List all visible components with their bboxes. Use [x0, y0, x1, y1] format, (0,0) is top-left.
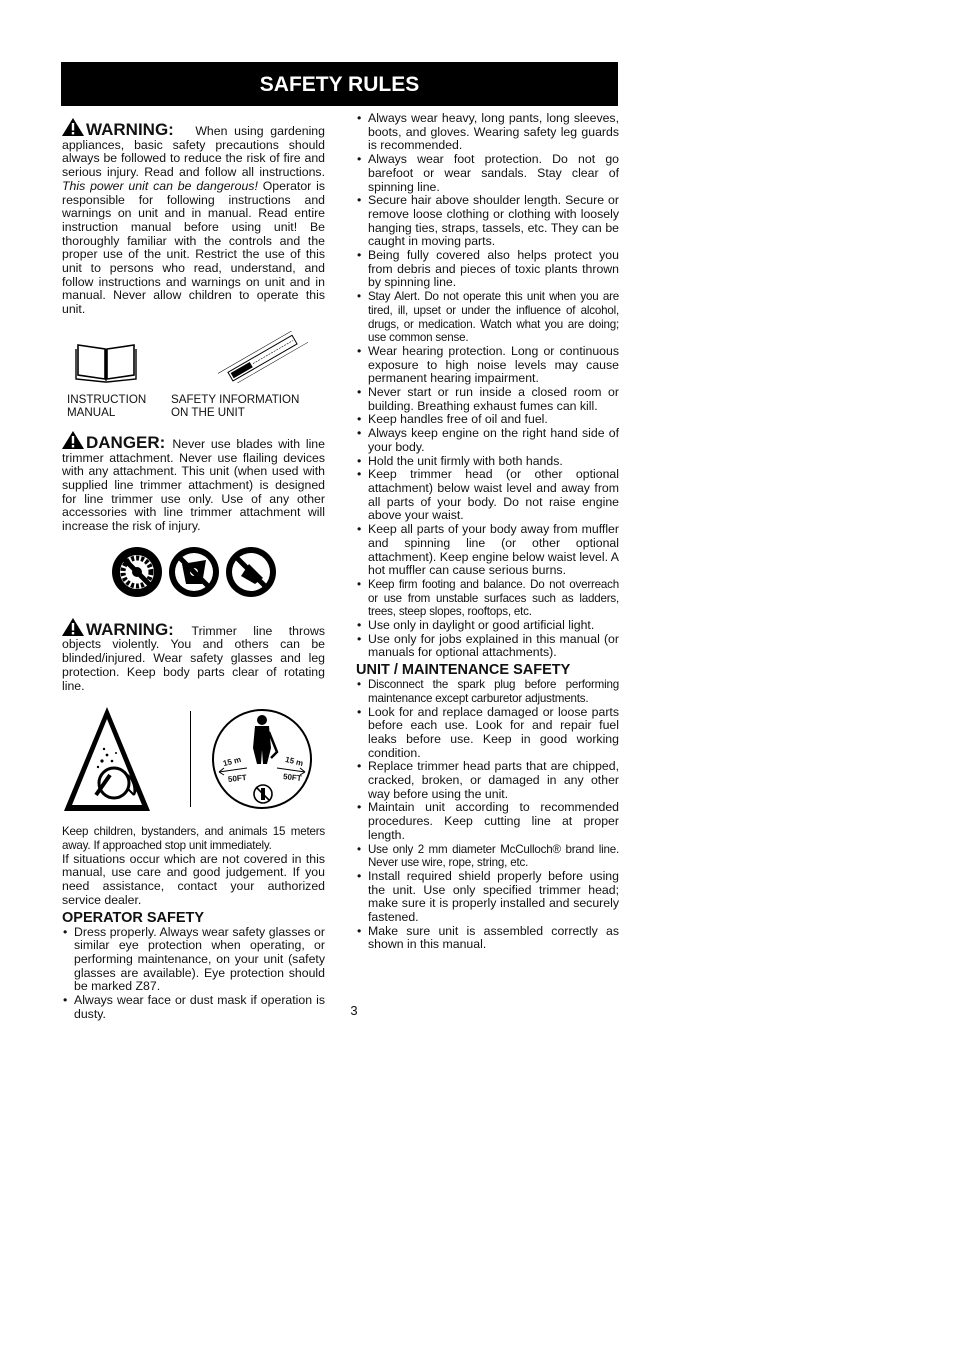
list-item: • Stay Alert. Do not operate this unit when you are tired, ill, upset or under the influence of alcohol, drugs, or medication. Watch what you are doing; use common sense.	[356, 290, 619, 345]
page-number: 3	[350, 1003, 358, 1018]
distance-label-left-feet: 50FT	[227, 773, 248, 785]
bystanders-text: Keep children, bystanders, and animals 15 meters away. If approached stop unit immediately.	[62, 825, 325, 852]
thrown-objects-hazard-icon	[62, 705, 152, 813]
danger-label: DANGER:	[62, 433, 172, 452]
list-item: • Wear hearing protection. Long or continuous exposure to high noise levels may cause permanent hearing impairment.	[356, 345, 619, 386]
maintenance-safety-heading: UNIT / MAINTENANCE SAFETY	[356, 662, 571, 679]
no-brush-blade-icon	[168, 546, 220, 598]
list-item: • Always wear face or dust mask if operation is dusty.	[62, 994, 325, 1021]
illustration-divider	[190, 711, 191, 807]
list-item: • Install required shield properly before using the unit. Use only specified trimmer head; make sure it is properly installed and securely fastened.	[356, 870, 619, 925]
list-item: • Secure hair above shoulder length. Secure or remove loose clothing or clothing with loosely hanging ties, straps, tassels, etc. They can be caught in moving parts.	[356, 194, 619, 249]
safety-label-icon	[218, 331, 308, 383]
maintenance-safety-list	[356, 678, 619, 952]
caption-safety-information: SAFETY INFORMATION	[171, 392, 300, 406]
distance-label-left-metric: 15 m	[222, 755, 242, 769]
caption-instruction: INSTRUCTION	[67, 392, 147, 406]
operator-safety-list	[62, 926, 325, 1022]
list-item: • Keep trimmer head (or other optional attachment) below waist level and away from all parts of your body. Do not raise engine above your waist.	[356, 468, 619, 523]
list-item: • Dress properly. Always wear safety glasses or similar eye protection when operating, or performing maintenance, on your unit (safety glasses are available). Eye protection should be marked Z87.	[62, 926, 325, 995]
operator-safety-heading: OPERATOR SAFETY	[62, 909, 205, 926]
no-flail-icon	[225, 546, 277, 598]
list-item: • Look for and replace damaged or loose parts before each use. Look for and repair fuel leaks before use. Keep in good working condition.	[356, 706, 619, 761]
list-item: • Use only in daylight or good artificial light.	[356, 619, 619, 633]
list-item: • Keep firm footing and balance. Do not overreach or use from unstable surfaces such as ladders, trees, steep slopes, rooftops, etc.	[356, 578, 619, 619]
list-item: • Always wear heavy, long pants, long sleeves, boots, and gloves. Wearing safety leg guards is recommended.	[356, 112, 619, 153]
list-item: • Maintain unit according to recommended procedures. Keep cutting line at proper length.	[356, 801, 619, 842]
list-item: • Being fully covered also helps protect you from debris and pieces of toxic plants thrown by spinning line.	[356, 249, 619, 290]
list-item: • Disconnect the spark plug before performing maintenance except carburetor adjustments.	[356, 678, 619, 705]
warning-text-1a: When using gardening appliances, basic safety precautions should always be followed to reduce the risk of fire and serious injury. Read and follow all instructions.	[62, 124, 325, 180]
prohibited-attachments-icons	[62, 546, 325, 598]
hazard-illustrations	[62, 705, 325, 813]
distance-label-right-feet: 50FT	[282, 772, 303, 784]
list-item: • Always keep engine on the right hand side of your body.	[356, 427, 619, 454]
danger-paragraph	[62, 431, 325, 534]
warning-paragraph-1	[62, 118, 325, 317]
warning-paragraph-2	[62, 618, 325, 694]
distance-label-right-metric: 15 m	[284, 755, 305, 769]
caption-manual: MANUAL	[67, 405, 116, 419]
warning-label-2: WARNING:	[62, 620, 192, 639]
situations-text: If situations occur which are not covered in this manual, use care and good judgement. If you need assistance, contact your authorized service dealer.	[62, 851, 325, 907]
instruction-manual-icon	[74, 341, 138, 383]
list-item: • Never start or run inside a closed room or building. Breathing exhaust fumes can kill.	[356, 386, 619, 413]
right-column	[356, 112, 619, 952]
banner-title: SAFETY RULES	[61, 62, 618, 106]
safety-distance-illustration	[211, 708, 313, 810]
no-saw-blade-icon	[111, 546, 163, 598]
manual-images	[62, 331, 325, 419]
list-item: • Use only 2 mm diameter McCulloch® brand line. Never use wire, rope, string, etc.	[356, 843, 619, 870]
danger-triangle-icon	[62, 431, 84, 449]
list-item: • Always wear foot protection. Do not go barefoot or wear sandals. Stay clear of spinning line.	[356, 153, 619, 194]
list-item: • Use only for jobs explained in this manual (or manuals for optional attachments).	[356, 633, 619, 660]
list-item: • Keep handles free of oil and fuel.	[356, 413, 619, 427]
left-column	[62, 118, 325, 1021]
warning-triangle-icon	[62, 118, 84, 136]
list-item: • Replace trimmer head parts that are chipped, cracked, broken, or damaged in any other way before using the unit.	[356, 760, 619, 801]
list-item: • Make sure unit is assembled correctly as shown in this manual.	[356, 925, 619, 952]
warning-text-2: Trimmer line throws objects violently. You and others can be blinded/injured. Wear safety glasses and leg protection. Keep body parts clear of rotating line.	[62, 623, 325, 693]
personal-safety-list	[356, 112, 619, 660]
list-item: • Keep all parts of your body away from muffler and spinning line (or other optional attachment). Keep engine below waist level. A hot muffler can cause serious burns.	[356, 523, 619, 578]
warning-text-1b: Operator is responsible for following instructions and warnings on unit and in manual. Read entire instruction manual before using unit! Be thoroughly familiar with the controls and the proper use of the unit. Restrict the use of this unit to persons who read, understand, and follow instructions and warnings on unit and in manual. Never allow children to operate this unit.	[62, 178, 325, 317]
warning-text-italic: This power unit can be dangerous!	[62, 178, 258, 193]
caption-on-the-unit: ON THE UNIT	[171, 405, 245, 419]
warning-triangle-icon	[62, 618, 84, 636]
warning-label-1: WARNING:	[62, 120, 182, 139]
list-item: • Hold the unit firmly with both hands.	[356, 455, 619, 469]
danger-text: Never use blades with line trimmer attachment. Never use flailing devices with any attachment. This unit (when used with supplied line trimmer attachment) is designed for line trimmer use only. Use of any other accessories with line trimmer attachment will increase the risk of injury.	[62, 436, 325, 534]
